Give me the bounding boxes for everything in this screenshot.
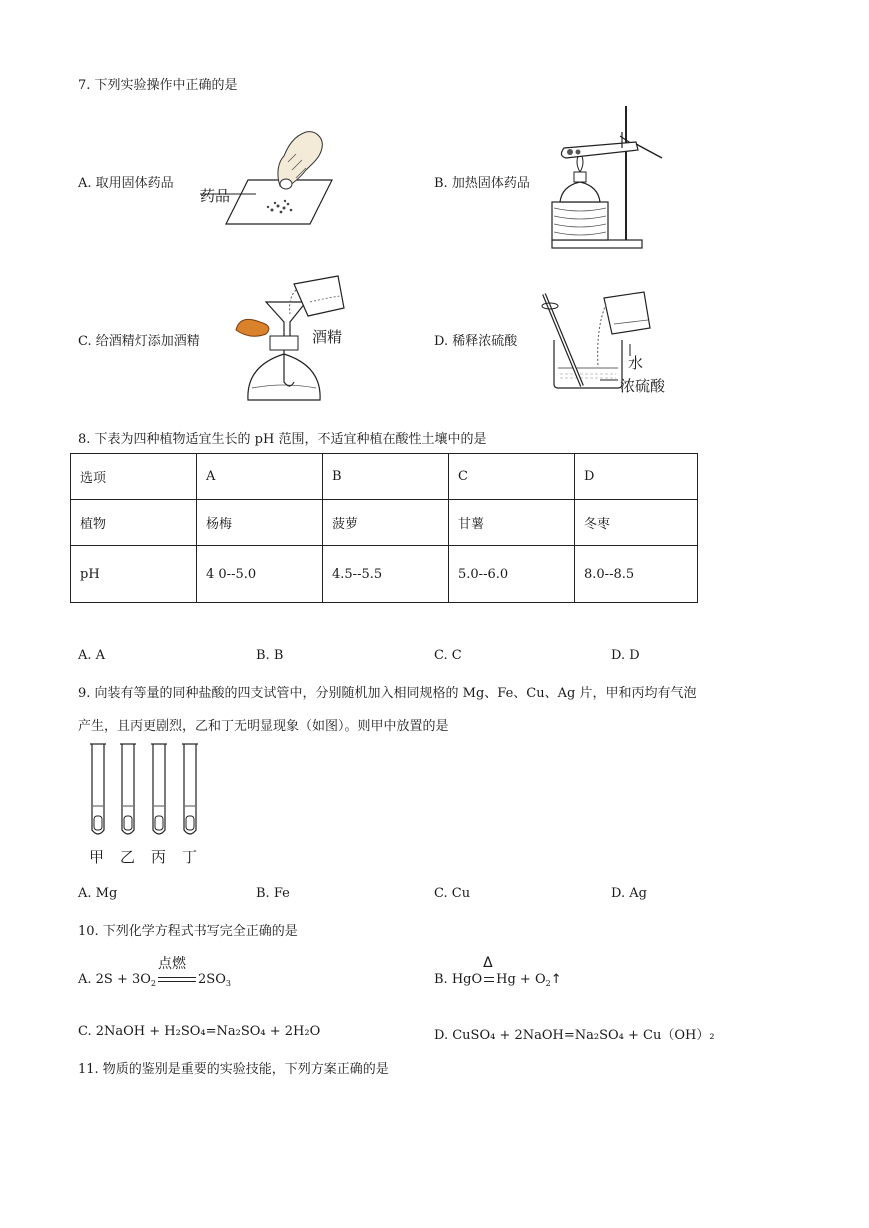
q7-figure-c-label: 酒精 <box>312 328 343 346</box>
q7-option-a: A. 取用固体药品 <box>78 176 174 191</box>
q9-option-a: A. Mg <box>78 886 118 901</box>
table-cell: A <box>197 454 323 500</box>
q8-option-b: B. B <box>256 648 284 663</box>
test-tube-2 <box>120 744 136 834</box>
q8-stem: 8. 下表为四种植物适宜生长的 pH 范围，不适宜种植在酸性土壤中的是 <box>78 432 487 447</box>
test-tube-4 <box>182 744 198 834</box>
q8-option-c: C. C <box>434 648 462 663</box>
test-tube-1 <box>90 744 106 834</box>
table-cell: 杨梅 <box>197 500 323 546</box>
gas-arrow-icon: ↑ <box>550 972 562 987</box>
q10-a-product: 2SO <box>198 972 226 987</box>
q10-a-sub-1: 2 <box>150 979 157 988</box>
table-cell: 植物 <box>71 500 197 546</box>
q10-option-a <box>78 955 231 988</box>
q10-b-condition: Δ <box>483 954 493 971</box>
q10-b-products: Hg + O <box>496 972 546 987</box>
q11-stem: 11. 物质的鉴别是重要的实验技能，下列方案正确的是 <box>78 1062 389 1077</box>
q10-option-c: C. 2NaOH + H₂SO₄=Na₂SO₄ + 2H₂O <box>78 1024 321 1039</box>
table-row <box>71 546 698 603</box>
q9-stem-line2: 产生，且丙更剧烈，乙和丁无明显现象（如图）。则甲中放置的是 <box>78 719 449 734</box>
q10-option-b <box>434 954 562 988</box>
table-cell: D <box>575 454 698 500</box>
q7-option-b: B. 加热固体药品 <box>434 176 530 191</box>
q9-option-b: B. Fe <box>256 886 290 901</box>
table-cell: B <box>323 454 449 500</box>
q7-figure-c <box>230 270 380 410</box>
tube-label-ding: 丁 <box>182 848 198 866</box>
q7-figure-a <box>196 128 336 232</box>
tube-label-yi: 乙 <box>120 848 136 866</box>
tube-label-bing: 丙 <box>151 848 167 866</box>
q7-figure-d-acid: 浓硫酸 <box>620 377 666 395</box>
q7-figure-d-water: 水 <box>628 354 644 372</box>
table-cell: 冬枣 <box>575 500 698 546</box>
q10-a-sub-2: 3 <box>225 979 231 988</box>
equation-equals-sign <box>483 954 494 987</box>
table-cell: 菠萝 <box>323 500 449 546</box>
table-cell: 甘薯 <box>449 500 575 546</box>
q7-option-c: C. 给酒精灯添加酒精 <box>78 334 200 349</box>
q8-option-d: D. D <box>611 648 640 663</box>
q10-a-condition: 点燃 <box>158 955 187 972</box>
table-cell: 5.0--6.0 <box>449 546 575 603</box>
q9-option-d: D. Ag <box>611 886 647 901</box>
q10-b-sub: 2 <box>545 979 551 988</box>
table-cell: 8.0--8.5 <box>575 546 698 603</box>
q7-figure-b <box>540 104 674 256</box>
table-cell: 4 0--5.0 <box>197 546 323 603</box>
test-tubes-figure <box>84 742 214 842</box>
q7-figure-a-label: 药品 <box>200 187 231 205</box>
tube-label-jia: 甲 <box>89 848 105 866</box>
q8-option-a: A. A <box>78 648 106 663</box>
q10-a-reactants: A. 2S + 3O <box>78 972 151 987</box>
table-row <box>71 454 698 500</box>
q10-b-reactant: B. HgO <box>434 972 483 987</box>
ph-table <box>70 453 698 603</box>
test-tube-3 <box>151 744 167 834</box>
table-cell: C <box>449 454 575 500</box>
table-cell: 4.5--5.5 <box>323 546 449 603</box>
q7-stem: 7. 下列实验操作中正确的是 <box>78 78 238 93</box>
table-row <box>71 500 698 546</box>
q9-option-c: C. Cu <box>434 886 471 901</box>
q9-stem-line1: 9. 向装有等量的同种盐酸的四支试管中，分别随机加入相同规格的 Mg、Fe、Cu、Ag 片，甲和丙均有气泡 <box>78 686 697 701</box>
equation-equals-sign <box>158 955 196 987</box>
q10-stem: 10. 下列化学方程式书写完全正确的是 <box>78 924 298 939</box>
table-cell: 选项 <box>71 454 197 500</box>
table-cell: pH <box>71 546 197 603</box>
q10-option-d: D. CuSO₄ + 2NaOH=Na₂SO₄ + Cu（OH）₂ <box>434 1028 715 1043</box>
q7-option-d: D. 稀释浓硫酸 <box>434 334 518 349</box>
